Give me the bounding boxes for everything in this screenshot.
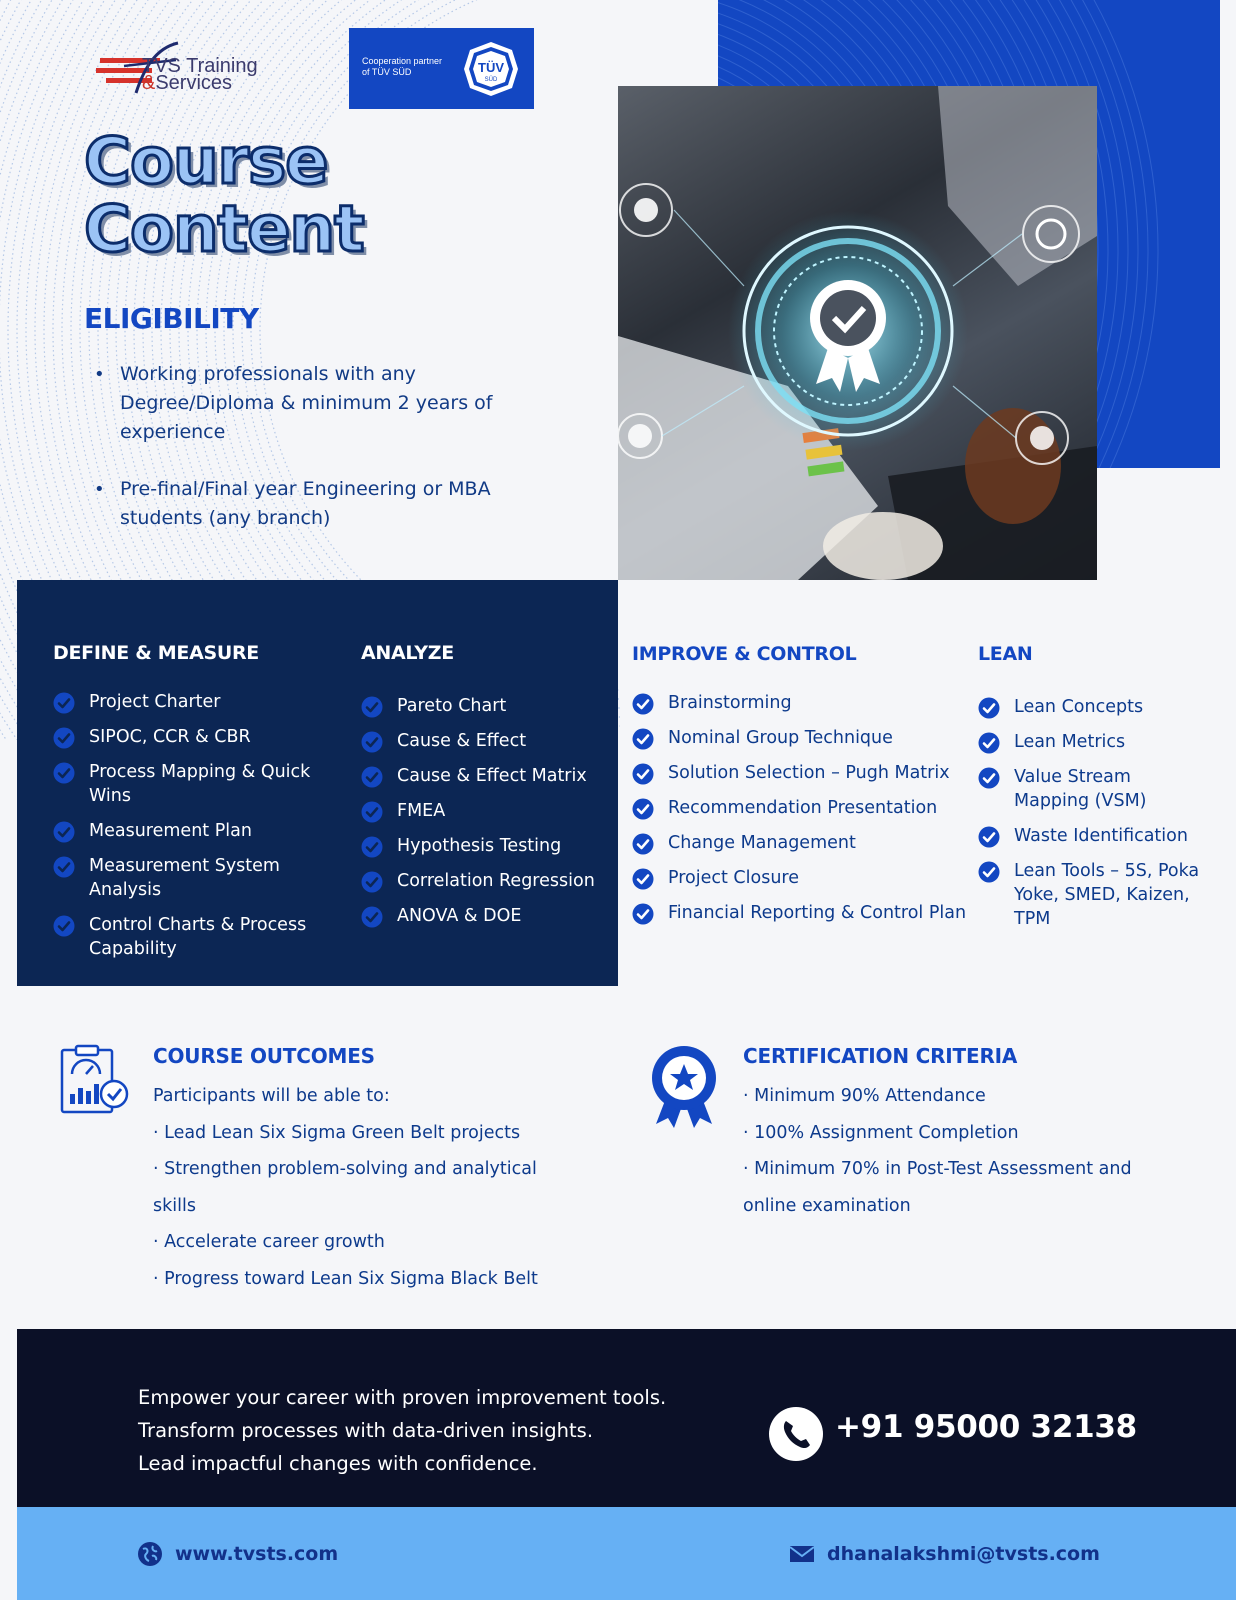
page-title	[84, 125, 364, 267]
check-circle-icon	[361, 836, 383, 858]
check-circle-icon	[361, 906, 383, 928]
check-circle-icon	[632, 728, 654, 750]
logo-line1: TVS Training	[142, 55, 258, 77]
module-improve-control	[632, 643, 972, 936]
module-items	[361, 694, 621, 928]
outcomes-item: · Lead Lean Six Sigma Green Belt projects	[153, 1122, 521, 1143]
footer-contact-band	[17, 1329, 1236, 1507]
module-item-label: ANOVA & DOE	[397, 906, 522, 926]
course-outcomes	[153, 1044, 713, 1297]
module-item	[632, 761, 972, 785]
tvs-logo-text	[142, 55, 258, 94]
eligibility-title: ELIGIBILITY	[84, 302, 259, 335]
certification-title: CERTIFICATION CRITERIA	[743, 1044, 1018, 1068]
logo-amp: &	[142, 72, 156, 94]
tagline-line: Empower your career with proven improvement tools.	[138, 1386, 667, 1409]
module-item-label: Brainstorming	[668, 693, 792, 713]
module-item-label: Correlation Regression	[397, 871, 595, 891]
module-item	[978, 765, 1208, 813]
check-circle-icon	[53, 762, 75, 784]
check-circle-icon	[361, 871, 383, 893]
check-circle-icon	[632, 868, 654, 890]
globe-icon	[137, 1541, 163, 1567]
module-item	[361, 694, 621, 718]
module-analyze	[361, 642, 621, 939]
module-item	[53, 913, 343, 961]
tagline-line: Transform processes with data-driven insights.	[138, 1419, 594, 1442]
footer-links-band	[17, 1507, 1236, 1600]
envelope-icon	[789, 1544, 815, 1564]
module-define-measure	[53, 642, 343, 972]
module-item-label: FMEA	[397, 801, 446, 821]
seal-top-text: TÜV	[478, 60, 504, 75]
module-item	[632, 726, 972, 750]
hero-photo	[618, 86, 1097, 580]
module-items	[978, 695, 1208, 931]
module-item	[632, 901, 972, 925]
tagline-line: Lead impactful changes with confidence.	[138, 1452, 538, 1475]
check-circle-icon	[632, 903, 654, 925]
check-circle-icon	[978, 861, 1000, 883]
logo-line2: Services	[155, 72, 233, 94]
module-item-label: Measurement System Analysis	[89, 856, 280, 900]
partner-line1: Cooperation partner	[362, 56, 443, 66]
check-circle-icon	[53, 915, 75, 937]
module-item	[53, 854, 343, 902]
page-title-line1: Course	[84, 125, 328, 199]
module-item	[632, 796, 972, 820]
module-item	[53, 819, 343, 843]
check-circle-icon	[632, 833, 654, 855]
certification-item: · 100% Assignment Completion	[743, 1122, 1019, 1143]
module-item-label: Process Mapping & Quick Wins	[89, 762, 311, 806]
module-item-label: SIPOC, CCR & CBR	[89, 727, 251, 747]
module-title: ANALYZE	[361, 642, 454, 664]
check-circle-icon	[361, 696, 383, 718]
check-circle-icon	[361, 766, 383, 788]
module-item	[978, 730, 1208, 754]
eligibility-item: • Working professionals with any Degree/Diploma & minimum 2 years of experience	[94, 360, 534, 447]
module-item	[978, 859, 1208, 931]
outcomes-item: · Progress toward Lean Six Sigma Black Belt	[153, 1268, 538, 1289]
footer-tagline	[138, 1381, 666, 1480]
module-item	[978, 824, 1208, 848]
check-circle-icon	[53, 821, 75, 843]
module-item-label: Waste Identification	[1014, 826, 1188, 846]
check-circle-icon	[632, 798, 654, 820]
module-item	[361, 799, 621, 823]
tuv-partner-badge	[349, 28, 534, 109]
website-text: www.tvsts.com	[175, 1542, 339, 1565]
check-circle-icon	[53, 727, 75, 749]
page-title-line2: Content	[84, 193, 364, 267]
module-item-label: Control Charts & Process Capability	[89, 915, 307, 959]
certification-criteria	[743, 1044, 1236, 1224]
module-item-label: Nominal Group Technique	[668, 728, 893, 748]
check-circle-icon	[53, 692, 75, 714]
module-item	[978, 695, 1208, 719]
outcomes-item: · Strengthen problem-solving and analytical skills	[153, 1159, 537, 1216]
tuv-seal-icon	[462, 40, 520, 98]
module-item	[361, 904, 621, 928]
module-title: LEAN	[978, 643, 1033, 665]
module-item	[361, 729, 621, 753]
report-clipboard-icon	[58, 1044, 132, 1118]
check-circle-icon	[632, 763, 654, 785]
check-circle-icon	[978, 732, 1000, 754]
module-items	[53, 690, 343, 961]
module-item-label: Lean Metrics	[1014, 732, 1126, 752]
check-circle-icon	[978, 767, 1000, 789]
module-item-label: Solution Selection – Pugh Matrix	[668, 763, 950, 783]
module-item	[53, 725, 343, 749]
module-item-label: Financial Reporting & Control Plan	[668, 903, 967, 923]
module-lean	[978, 643, 1208, 942]
module-item-label: Cause & Effect	[397, 731, 527, 751]
partner-line2: of TÜV SÜD	[362, 67, 412, 77]
certification-hologram-photo	[618, 86, 1097, 580]
module-item	[361, 869, 621, 893]
module-item	[632, 866, 972, 890]
module-item	[53, 760, 343, 808]
website-link[interactable]	[137, 1507, 338, 1600]
outcomes-title: COURSE OUTCOMES	[153, 1044, 375, 1068]
award-ribbon-icon	[650, 1044, 718, 1130]
module-item-label: Measurement Plan	[89, 821, 252, 841]
seal-bottom-text: SÜD	[484, 77, 498, 83]
module-item-label: Lean Concepts	[1014, 697, 1144, 717]
tvs-logo	[96, 38, 296, 100]
module-item-label: Change Management	[668, 833, 856, 853]
module-item-label: Lean Tools – 5S, Poka Yoke, SMED, Kaizen, TPM	[1014, 861, 1200, 929]
check-circle-icon	[632, 693, 654, 715]
module-items	[632, 691, 972, 925]
outcomes-item: · Accelerate career growth	[153, 1232, 385, 1252]
modules-dark-panel	[17, 580, 618, 986]
module-title: DEFINE & MEASURE	[53, 642, 259, 664]
check-circle-icon	[361, 731, 383, 753]
module-item-label: Pareto Chart	[397, 696, 507, 716]
check-circle-icon	[361, 801, 383, 823]
module-title: IMPROVE & CONTROL	[632, 643, 857, 665]
email-link[interactable]	[789, 1507, 1100, 1600]
module-item-label: Cause & Effect Matrix	[397, 766, 587, 786]
module-item-label: Hypothesis Testing	[397, 836, 562, 856]
certification-item: · Minimum 90% Attendance	[743, 1086, 986, 1106]
module-item-label: Value Stream Mapping (VSM)	[1014, 767, 1147, 811]
outcomes-intro: Participants will be able to:	[153, 1086, 390, 1106]
certification-item: · Minimum 70% in Post-Test Assessment and online examination	[743, 1159, 1132, 1216]
module-item-label: Project Closure	[668, 868, 800, 888]
phone-icon	[769, 1407, 823, 1461]
module-item	[632, 691, 972, 715]
email-text: dhanalakshmi@tvsts.com	[827, 1542, 1100, 1565]
module-item	[53, 690, 343, 714]
module-item	[361, 764, 621, 788]
phone-number[interactable]: +91 95000 32138	[835, 1409, 1137, 1445]
module-item-label: Recommendation Presentation	[668, 798, 938, 818]
eligibility-list	[94, 360, 534, 561]
check-circle-icon	[978, 697, 1000, 719]
eligibility-item: • Pre-final/Final year Engineering or MBA students (any branch)	[94, 475, 534, 533]
check-circle-icon	[978, 826, 1000, 848]
module-item	[632, 831, 972, 855]
check-circle-icon	[53, 856, 75, 878]
module-item	[361, 834, 621, 858]
partner-text	[362, 56, 442, 78]
module-item-label: Project Charter	[89, 692, 221, 712]
